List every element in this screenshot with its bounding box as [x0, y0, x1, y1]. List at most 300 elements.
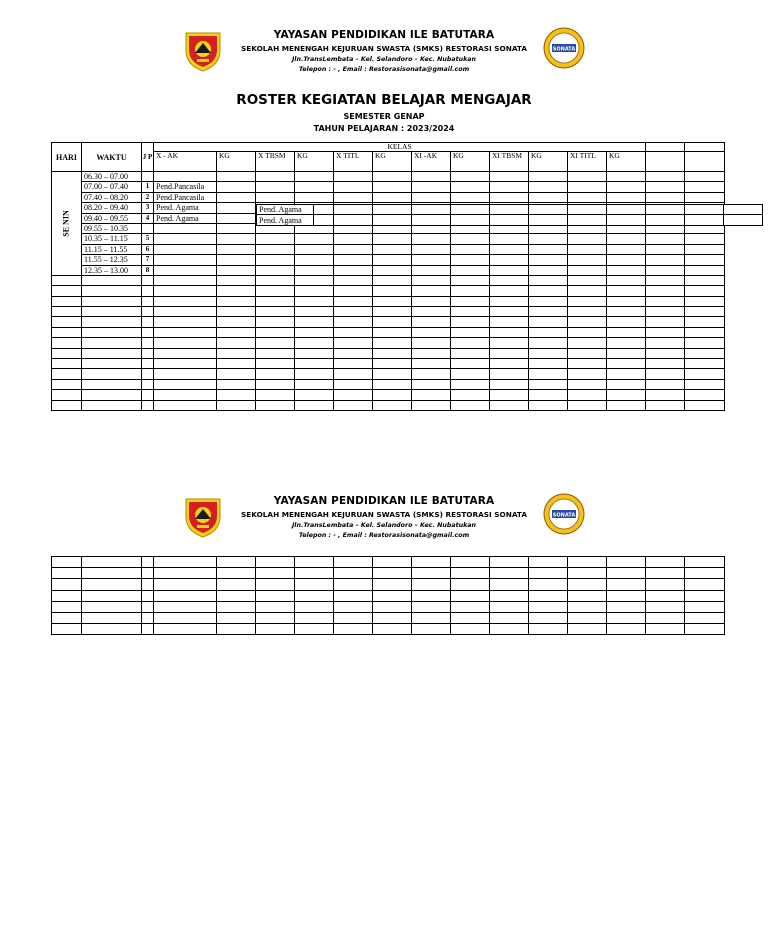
empty-cell [412, 369, 451, 379]
empty-cell [82, 296, 142, 306]
empty-cell [685, 296, 725, 306]
class-header-4: X TITL [334, 152, 373, 172]
empty-cell [154, 612, 217, 623]
empty-cell [685, 317, 725, 327]
empty-cell [295, 338, 334, 348]
empty-cell [412, 307, 451, 317]
schedule-cell [646, 255, 685, 265]
empty-row [52, 286, 725, 296]
school-name-2: SEKOLAH MENENGAH KEJURUAN SWASTA (SMKS) RESTORASI SONATA [241, 510, 527, 519]
empty-cell [256, 338, 295, 348]
empty-cell [529, 390, 568, 400]
empty-cell [52, 317, 82, 327]
schedule-cell [412, 192, 451, 202]
empty-cell [490, 590, 529, 601]
empty-cell [82, 379, 142, 389]
empty-cell [451, 359, 490, 369]
empty-cell [217, 612, 256, 623]
schedule-cell [529, 255, 568, 265]
empty-cell [490, 296, 529, 306]
empty-cell [412, 327, 451, 337]
empty-cell [256, 359, 295, 369]
class-header-3: KG [295, 152, 334, 172]
cell-x-ak: Pend. Agama [154, 213, 217, 223]
class-header-12 [646, 152, 685, 172]
empty-cell [607, 400, 646, 410]
empty-cell [142, 307, 154, 317]
empty-cell [568, 296, 607, 306]
schedule-cell [295, 244, 334, 254]
empty-cell [373, 317, 412, 327]
empty-row [52, 317, 725, 327]
empty-cell [154, 369, 217, 379]
empty-cell [451, 590, 490, 601]
day-label: SE NIN [61, 210, 71, 237]
empty-cell [82, 359, 142, 369]
empty-cell [295, 286, 334, 296]
schedule-cell [256, 244, 295, 254]
empty-cell [451, 557, 490, 568]
empty-cell [82, 579, 142, 590]
schedule-cell [412, 244, 451, 254]
jp-cell: 1 [142, 182, 154, 192]
cell-x-ak: Pend.Pancasila [154, 192, 217, 202]
schedule-cell [295, 192, 334, 202]
empty-cell [217, 338, 256, 348]
empty-cell [451, 612, 490, 623]
empty-cell [646, 568, 685, 579]
empty-cell [52, 359, 82, 369]
empty-cell [607, 601, 646, 612]
empty-cell [529, 601, 568, 612]
empty-cell [82, 601, 142, 612]
schedule-cell [568, 172, 607, 182]
schedule-cell [646, 234, 685, 244]
empty-row [52, 275, 725, 285]
empty-cell [256, 590, 295, 601]
empty-cell [568, 369, 607, 379]
empty-cell [646, 317, 685, 327]
roster-table-continued [51, 556, 725, 635]
empty-cell [154, 296, 217, 306]
table-row [52, 172, 725, 182]
empty-cell [334, 338, 373, 348]
empty-cell [568, 379, 607, 389]
schedule-cell [490, 244, 529, 254]
empty-cell [529, 275, 568, 285]
empty-cell [82, 307, 142, 317]
empty-cell [568, 359, 607, 369]
schedule-cell [646, 192, 685, 202]
empty-cell [490, 579, 529, 590]
time-cell: 06.30 – 07.00 [82, 172, 142, 182]
empty-cell [529, 568, 568, 579]
empty-cell [334, 612, 373, 623]
empty-row [52, 568, 725, 579]
empty-cell [256, 296, 295, 306]
schedule-cell [529, 192, 568, 202]
empty-cell [568, 601, 607, 612]
seal-text-2: SONATA [552, 512, 576, 519]
empty-cell [412, 275, 451, 285]
time-cell: 08.20 – 09.40 [82, 203, 142, 213]
empty-cell [217, 579, 256, 590]
empty-cell [82, 317, 142, 327]
empty-cell [685, 286, 725, 296]
table-row [52, 255, 725, 265]
empty-cell [334, 275, 373, 285]
empty-cell [295, 400, 334, 410]
class-header-7: KG [451, 152, 490, 172]
empty-cell [646, 327, 685, 337]
empty-cell [217, 624, 256, 635]
empty-cell [154, 601, 217, 612]
schedule-cell [412, 265, 451, 275]
schedule-cell [490, 182, 529, 192]
empty-cell [373, 307, 412, 317]
empty-cell [685, 579, 725, 590]
empty-cell [451, 338, 490, 348]
empty-cell [412, 338, 451, 348]
empty-cell [142, 579, 154, 590]
schedule-cell [295, 265, 334, 275]
schedule-cell [685, 234, 725, 244]
empty-cell [568, 400, 607, 410]
empty-cell [295, 557, 334, 568]
empty-cell [52, 286, 82, 296]
empty-cell [154, 359, 217, 369]
schedule-cell [295, 182, 334, 192]
empty-cell [490, 317, 529, 327]
empty-cell [490, 379, 529, 389]
empty-cell [646, 624, 685, 635]
empty-cell [490, 624, 529, 635]
empty-cell [451, 286, 490, 296]
empty-cell [607, 590, 646, 601]
school-contact: Telepon : - , Email : Restorasisonata@gmail.com [298, 66, 470, 73]
schedule-cell [607, 244, 646, 254]
academic-year: TAHUN PELAJARAN : 2023/2024 [313, 124, 455, 133]
empty-cell [142, 338, 154, 348]
time-cell: 12.35 – 13.00 [82, 265, 142, 275]
empty-row [52, 327, 725, 337]
empty-cell [334, 390, 373, 400]
empty-cell [256, 400, 295, 410]
empty-cell [451, 579, 490, 590]
cell-x-tbsm-jp4: Pend. Agama [257, 215, 314, 225]
cell-x-ak [154, 172, 217, 182]
empty-cell [412, 317, 451, 327]
empty-cell [529, 400, 568, 410]
empty-cell [52, 601, 82, 612]
schedule-cell [646, 172, 685, 182]
empty-cell [490, 557, 529, 568]
empty-cell [529, 338, 568, 348]
empty-cell [52, 568, 82, 579]
empty-cell [646, 612, 685, 623]
time-cell: 11.15 – 11.55 [82, 244, 142, 254]
empty-cell [607, 348, 646, 358]
empty-cell [334, 359, 373, 369]
empty-row [52, 348, 725, 358]
empty-cell [295, 590, 334, 601]
empty-cell [52, 379, 82, 389]
empty-cell [646, 390, 685, 400]
cell-x-ak: Pend.Pancasila [154, 182, 217, 192]
empty-cell [490, 568, 529, 579]
empty-cell [412, 390, 451, 400]
empty-cell [685, 275, 725, 285]
jp-cell [142, 223, 154, 233]
empty-cell [334, 379, 373, 389]
empty-cell [412, 557, 451, 568]
empty-row [52, 379, 725, 389]
empty-cell [607, 369, 646, 379]
schedule-cell [529, 234, 568, 244]
empty-cell [142, 568, 154, 579]
empty-cell [52, 624, 82, 635]
empty-cell [295, 275, 334, 285]
empty-cell [607, 379, 646, 389]
empty-cell [412, 612, 451, 623]
schedule-cell [256, 172, 295, 182]
empty-cell [82, 390, 142, 400]
schedule-cell [217, 244, 256, 254]
empty-row [52, 624, 725, 635]
empty-cell [646, 307, 685, 317]
empty-cell [256, 390, 295, 400]
schedule-cell [568, 192, 607, 202]
schedule-cell [646, 244, 685, 254]
empty-cell [451, 624, 490, 635]
empty-cell [373, 275, 412, 285]
empty-cell [451, 327, 490, 337]
schedule-cell [607, 255, 646, 265]
empty-cell [490, 338, 529, 348]
empty-cell [568, 612, 607, 623]
empty-cell [256, 624, 295, 635]
empty-cell [154, 327, 217, 337]
empty-cell [529, 317, 568, 327]
empty-cell [568, 568, 607, 579]
empty-cell [607, 327, 646, 337]
empty-cell [412, 296, 451, 306]
empty-cell [568, 338, 607, 348]
header-waktu: WAKTU [82, 143, 142, 172]
empty-cell [154, 590, 217, 601]
empty-row [52, 390, 725, 400]
empty-cell [451, 369, 490, 379]
empty-cell [142, 369, 154, 379]
empty-row [52, 590, 725, 601]
schedule-cell [373, 234, 412, 244]
empty-cell [607, 612, 646, 623]
empty-cell [217, 369, 256, 379]
schedule-cell [646, 265, 685, 275]
schedule-cell [529, 244, 568, 254]
empty-cell [334, 579, 373, 590]
schedule-cell [607, 182, 646, 192]
empty-row [52, 369, 725, 379]
schedule-cell [568, 234, 607, 244]
empty-cell [154, 379, 217, 389]
empty-cell [412, 348, 451, 358]
empty-cell [412, 590, 451, 601]
time-cell: 07.00 – 07.40 [82, 182, 142, 192]
empty-cell [373, 369, 412, 379]
empty-row [52, 307, 725, 317]
empty-cell [685, 568, 725, 579]
class-header-9: KG [529, 152, 568, 172]
schedule-cell [451, 244, 490, 254]
empty-cell [373, 286, 412, 296]
empty-cell [256, 348, 295, 358]
empty-cell [217, 286, 256, 296]
jp-cell: 8 [142, 265, 154, 275]
empty-cell [490, 612, 529, 623]
empty-cell [568, 348, 607, 358]
empty-cell [568, 590, 607, 601]
time-cell: 09.55 – 10.35 [82, 223, 142, 233]
empty-cell [412, 286, 451, 296]
empty-cell [568, 307, 607, 317]
empty-cell [82, 612, 142, 623]
empty-cell [334, 400, 373, 410]
foundation-name: YAYASAN PENDIDIKAN ILE BATUTARA [273, 29, 495, 41]
schedule-cell [685, 192, 725, 202]
table-row [52, 182, 725, 192]
empty-cell [490, 348, 529, 358]
empty-cell [451, 317, 490, 327]
schedule-cell [295, 172, 334, 182]
empty-cell [529, 296, 568, 306]
empty-cell [217, 379, 256, 389]
empty-cell [217, 327, 256, 337]
schedule-cell [685, 265, 725, 275]
schedule-cell [568, 255, 607, 265]
empty-cell [256, 317, 295, 327]
empty-cell [256, 379, 295, 389]
empty-cell [142, 390, 154, 400]
table-row [52, 192, 725, 202]
empty-cell [373, 379, 412, 389]
empty-cell [529, 590, 568, 601]
document-title: ROSTER KEGIATAN BELAJAR MENGAJAR [236, 92, 532, 108]
schedule-cell [568, 265, 607, 275]
empty-cell [52, 400, 82, 410]
empty-cell [412, 624, 451, 635]
empty-cell [685, 307, 725, 317]
empty-cell [295, 307, 334, 317]
schedule-cell [685, 244, 725, 254]
empty-cell [256, 601, 295, 612]
schedule-cell [529, 172, 568, 182]
schedule-cell [412, 182, 451, 192]
empty-row [52, 338, 725, 348]
schedule-cell [373, 182, 412, 192]
jp-cell: 2 [142, 192, 154, 202]
schedule-cell [412, 172, 451, 182]
empty-cell [334, 307, 373, 317]
empty-cell [217, 317, 256, 327]
empty-cell [646, 400, 685, 410]
jp-cell: 6 [142, 244, 154, 254]
semester-label: SEMESTER GENAP [343, 112, 425, 121]
empty-cell [373, 359, 412, 369]
empty-cell [256, 568, 295, 579]
empty-cell [334, 568, 373, 579]
empty-cell [52, 590, 82, 601]
empty-cell [568, 390, 607, 400]
empty-row [52, 579, 725, 590]
schedule-cell [607, 234, 646, 244]
empty-cell [334, 286, 373, 296]
class-header-13 [685, 152, 725, 172]
empty-cell [52, 338, 82, 348]
cell-x-ak [154, 265, 217, 275]
empty-cell [295, 601, 334, 612]
empty-cell [607, 624, 646, 635]
empty-cell [685, 590, 725, 601]
schedule-cell [217, 182, 256, 192]
empty-cell [142, 327, 154, 337]
empty-row [52, 557, 725, 568]
empty-cell [142, 557, 154, 568]
cell-x-ak [154, 234, 217, 244]
empty-cell [607, 286, 646, 296]
day-cell [52, 172, 82, 276]
empty-cell [52, 348, 82, 358]
schedule-cell [217, 223, 256, 233]
empty-cell [154, 275, 217, 285]
empty-cell [256, 557, 295, 568]
empty-cell [529, 612, 568, 623]
schedule-cell [217, 203, 256, 213]
empty-cell [373, 390, 412, 400]
schedule-cell [607, 172, 646, 182]
cell-x-ak [154, 244, 217, 254]
empty-cell [568, 624, 607, 635]
empty-cell [685, 369, 725, 379]
empty-cell [154, 579, 217, 590]
class-header-1: KG [217, 152, 256, 172]
empty-cell [412, 400, 451, 410]
empty-cell [685, 390, 725, 400]
schedule-cell [490, 255, 529, 265]
empty-cell [529, 307, 568, 317]
empty-cell [529, 624, 568, 635]
empty-cell [217, 359, 256, 369]
empty-cell [373, 557, 412, 568]
empty-cell [217, 348, 256, 358]
empty-cell [52, 557, 82, 568]
empty-cell [529, 348, 568, 358]
empty-cell [529, 359, 568, 369]
empty-cell [256, 612, 295, 623]
schedule-cell [256, 234, 295, 244]
empty-cell [607, 568, 646, 579]
empty-cell [295, 579, 334, 590]
empty-cell [451, 601, 490, 612]
empty-cell [607, 579, 646, 590]
class-header-5: KG [373, 152, 412, 172]
empty-cell [154, 338, 217, 348]
empty-cell [685, 612, 725, 623]
empty-cell [256, 579, 295, 590]
empty-row [52, 601, 725, 612]
empty-cell [295, 624, 334, 635]
empty-cell [142, 379, 154, 389]
